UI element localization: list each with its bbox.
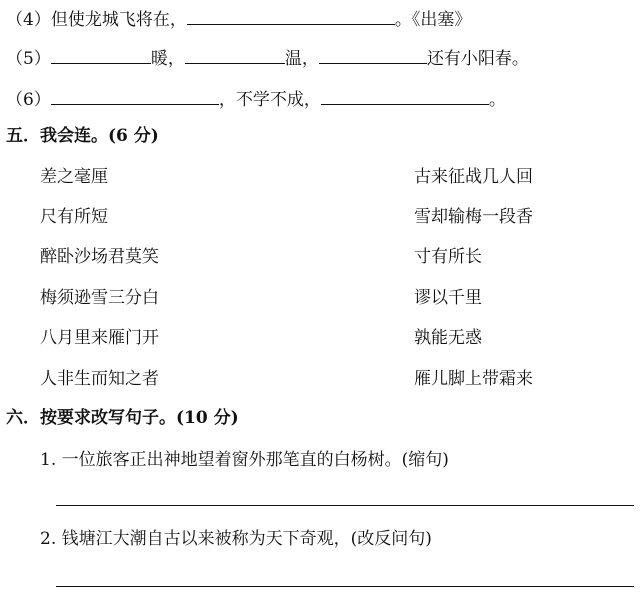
match-right-item[interactable]: 寸有所长 [414, 247, 482, 267]
answer-line-2[interactable] [56, 586, 634, 587]
answer-blank[interactable] [187, 6, 395, 25]
answer-blank[interactable] [51, 86, 219, 105]
fill-blank-5 [6, 45, 529, 70]
answer-blank[interactable] [321, 86, 489, 105]
prompt-text: 暖， [150, 49, 185, 69]
prompt-text: 温， [284, 49, 319, 69]
match-left-item[interactable]: 尺有所短 [40, 207, 108, 227]
question-number: （5） [6, 49, 51, 69]
match-right-item[interactable]: 雁儿脚上带霜来 [414, 369, 533, 389]
question-2-text: 2. 钱塘江大潮自古以来被称为天下奇观，(改反问句) [40, 529, 432, 549]
answer-line-1[interactable] [56, 505, 634, 506]
fill-blank-4 [6, 6, 471, 31]
match-right-item[interactable]: 雪却输梅一段香 [414, 207, 533, 227]
question-number: （6） [6, 90, 51, 110]
section-5-title: 五．我会连。(6 分) [6, 126, 159, 146]
match-right-item[interactable]: 孰能无惑 [414, 328, 482, 348]
section-6-title: 六．按要求改写句子。(10 分) [6, 408, 239, 428]
fill-blank-6 [6, 86, 506, 111]
match-left-item[interactable]: 人非生而知之者 [40, 369, 159, 389]
prompt-text: ，不学不成， [218, 90, 321, 110]
match-left-item[interactable]: 醉卧沙场君莫笑 [40, 247, 159, 267]
answer-blank[interactable] [51, 45, 151, 64]
match-right-item[interactable]: 古来征战几人回 [414, 167, 533, 187]
prompt-text: 。《出塞》 [394, 10, 472, 30]
prompt-text: 。 [488, 90, 506, 110]
answer-blank[interactable] [185, 45, 285, 64]
match-left-item[interactable]: 差之毫厘 [40, 167, 108, 187]
question-number: （4） [6, 10, 51, 30]
prompt-text: 还有小阳春。 [426, 49, 529, 69]
match-left-item[interactable]: 八月里来雁门开 [40, 328, 159, 348]
question-1-text: 1. 一位旅客正出神地望着窗外那笔直的白杨树。(缩句) [40, 450, 449, 470]
match-right-item[interactable]: 谬以千里 [414, 288, 482, 308]
match-left-item[interactable]: 梅须逊雪三分白 [40, 288, 159, 308]
answer-blank[interactable] [319, 45, 427, 64]
prompt-text: 但使龙城飞将在， [50, 10, 187, 30]
